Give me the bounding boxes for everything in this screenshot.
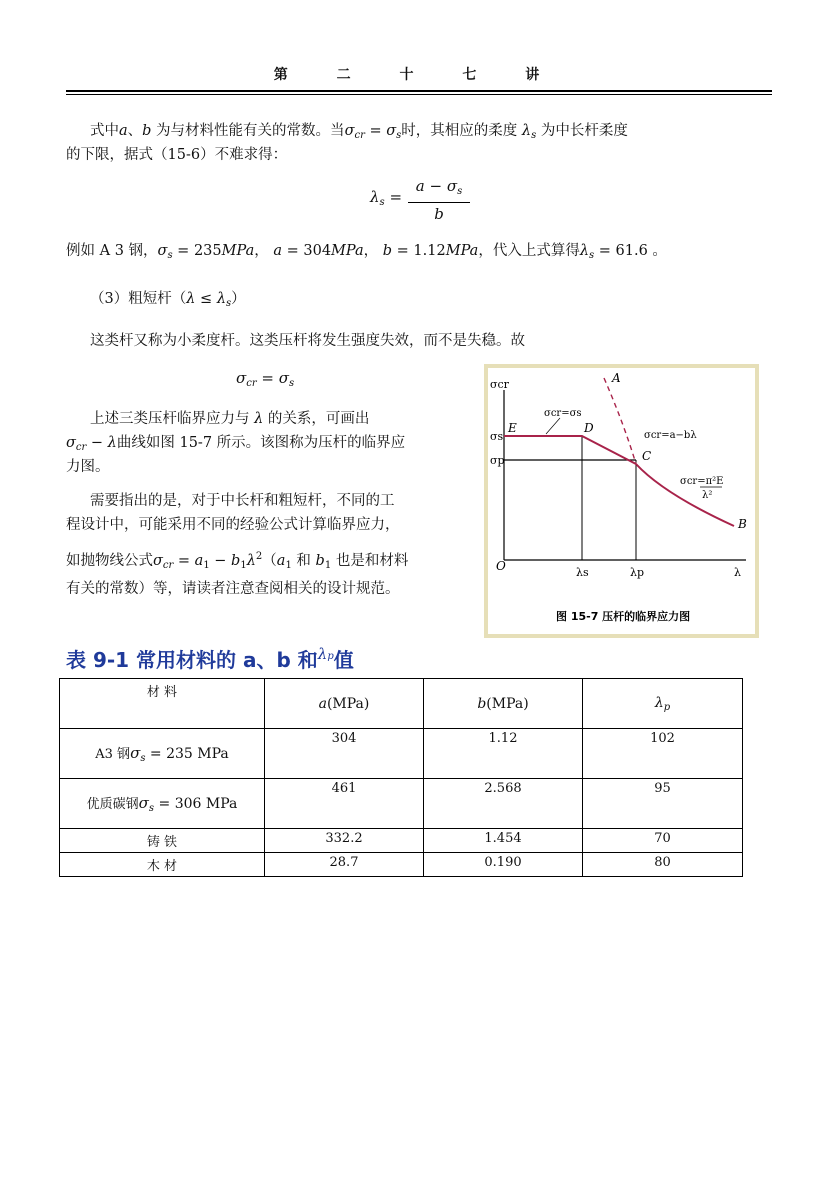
para4-line3: 如抛物线公式$\sigma_{cr} = a_1 - b_1\lambda^2(a_1$ 和 $b_1$ 也是和材料	[66, 551, 409, 571]
table-row	[60, 729, 743, 779]
row-a: 461	[265, 779, 424, 829]
label-sigma-s: σs	[490, 430, 504, 443]
label-A: A	[612, 371, 621, 385]
row-a: 304	[265, 729, 424, 779]
eq-linear: σcr=a−bλ	[644, 430, 697, 441]
eq-plateau: σcr=σs	[544, 408, 582, 419]
eq-euler-den: λ²	[702, 490, 713, 501]
row-material: 铸 铁	[60, 829, 265, 853]
para1-line2: 的下限，据式（15-6）不难求得：	[66, 147, 288, 163]
label-O: O	[496, 559, 506, 573]
row-a: 28.7	[265, 853, 424, 877]
para1-line1: 式中a、b 为与材料性能有关的常数。当$\sigma_{cr} = \sigma_s$时，其相应的柔度 $\lambda_s$ 为中长杆柔度	[90, 123, 628, 141]
eq-euler-num: σcr=π²E	[680, 476, 724, 487]
figure-caption: 图 15-7 压杆的临界应力图	[556, 610, 691, 623]
section-3-heading: （3）粗短杆$(\lambda \le \lambda_s)$	[90, 291, 246, 309]
critical-stress-figure	[484, 364, 759, 638]
row-material: A3 钢$\sigma_s = 235$ MPa	[60, 729, 265, 779]
critical-stress-diagram	[484, 364, 759, 638]
row-lambda-p: 80	[583, 853, 743, 877]
para3-line3: 力图。	[66, 459, 110, 475]
row-material: 木 材	[60, 853, 265, 877]
table-row	[60, 853, 743, 877]
row-material: 优质碳钢$\sigma_s = 306$ MPa	[60, 779, 265, 829]
row-b: 1.12	[424, 729, 583, 779]
label-D: D	[584, 421, 594, 435]
label-C: C	[642, 449, 652, 463]
label-B: B	[738, 517, 747, 531]
header-rule-thick	[66, 90, 772, 92]
para3-line2: $\sigma_{cr} - \lambda$曲线如图 15-7 所示。该图称为压杆的临界应	[66, 435, 406, 453]
row-b: 2.568	[424, 779, 583, 829]
formula-sigma-cr: $\sigma_{cr} = \sigma_s$	[236, 369, 295, 389]
header-lambda-p: $\lambda_p$	[583, 679, 743, 729]
para4-line1: 需要指出的是，对于中长杆和粗短杆，不同的工	[90, 493, 395, 509]
label-lambda: λ	[734, 566, 741, 579]
table-row	[60, 829, 743, 853]
label-sigma-p: σp	[490, 454, 505, 467]
header-b: b(MPa)	[424, 679, 583, 729]
figure-panel	[488, 368, 755, 634]
label-lambda-p: λp	[630, 566, 645, 579]
example-line: 例如 A 3 钢，$\sigma_s = 235MPa$， a = 304MPa， b = 1.12MPa，代入上式算得$\lambda_s = 61.6$ 。	[66, 243, 667, 261]
table-title: 表 9-1 常用材料的 a、b 和$^{\lambda p}$值	[66, 645, 354, 672]
header-material: 材 料	[60, 679, 265, 729]
para4-line4: 有关的常数）等，请读者注意查阅相关的设计规范。	[66, 581, 400, 597]
page-header: 第 二 十 七 讲	[273, 67, 562, 83]
row-lambda-p: 102	[583, 729, 743, 779]
para2: 这类杆又称为小柔度杆。这类压杆将发生强度失效，而不是失稳。故	[90, 333, 525, 349]
row-lambda-p: 70	[583, 829, 743, 853]
ylabel: σcr	[490, 378, 509, 391]
para4-line2: 程设计中，可能采用不同的经验公式计算临界应力，	[66, 517, 400, 533]
row-b: 1.454	[424, 829, 583, 853]
label-lambda-s: λs	[576, 566, 589, 579]
header-a: a(MPa)	[265, 679, 424, 729]
header-rule-thin	[66, 94, 772, 95]
para3-line1: 上述三类压杆临界应力与 λ 的关系，可画出	[90, 411, 370, 427]
label-E: E	[508, 421, 517, 435]
table-row	[60, 779, 743, 829]
row-a: 332.2	[265, 829, 424, 853]
table-header-row	[60, 679, 743, 729]
row-b: 0.190	[424, 853, 583, 877]
row-lambda-p: 95	[583, 779, 743, 829]
materials-table	[59, 678, 743, 877]
